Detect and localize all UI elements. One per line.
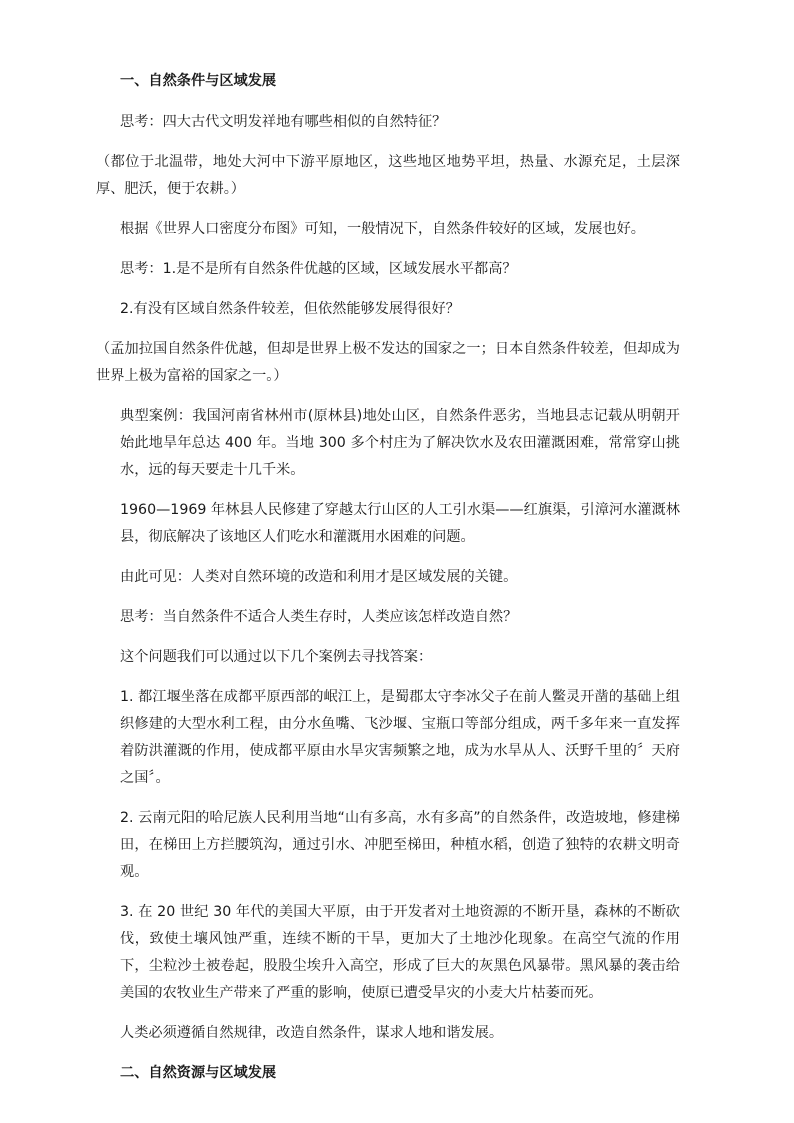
case-item-hani-terraces: 2. 云南元阳的哈尼族人民利用当地“山有多高，水有多高”的自然条件，改造坡地，修建梯田，在梯田上方拦腰筑沟，通过引水、冲肥至梯田，种植水稻，创造了独特的农耕文明奇观。 [120,810,680,880]
section-heading-2: 二、自然资源与区域发展 [120,1065,277,1081]
conclusion-paragraph-2: 人类必须遵循自然规律，改造自然条件，谋求人地和谐发展。 [120,1025,504,1041]
conclusion-paragraph-1: 由此可见：人类对自然环境的改造和利用才是区域发展的关键。 [120,569,518,585]
answer-bangladesh-japan: （孟加拉国自然条件优越，但却是世界上极不发达的国家之一；日本自然条件较差，但却成为世界上极为富裕的国家之一。） [96,341,680,384]
document-body [96,68,680,1101]
answer-ancient-civilizations: （都位于北温带，地处大河中下游平原地区，这些地区地势平坦，热量、水源充足，土层深厚、肥沃，便于农耕。） [96,154,680,197]
population-density-paragraph: 根据《世界人口密度分布图》可知，一般情况下，自然条件较好的区域，发展也好。 [120,221,645,237]
case-hongqi-canal-paragraph: 1960—1969 年林县人民修建了穿越太行山区的人工引水渠——红旗渠，引漳河水灌溉林县，彻底解决了该地区人们吃水和灌溉用水困难的问题。 [120,502,680,545]
case-item-dujiangyan: 1. 都江堰坐落在成都平原西部的岷江上，是蜀郡太守李冰父子在前人鳖灵开凿的基础上组织修建的大型水利工程，由分水鱼嘴、飞沙堰、宝瓶口等部分组成，两千多年来一直发挥着防洪灌溉的作用，使成都平原由水旱灾害频繁之地，成为水旱从人、沃野千里的〞天府之国〞。 [120,689,680,786]
section-heading-1: 一、自然条件与区域发展 [120,73,277,89]
case-item-great-plains: 3. 在 20 世纪 30 年代的美国大平原，由于开发者对土地资源的不断开垦，森林的不断砍伐，致使土壤风蚀严重，连续不断的干旱，更加大了土地沙化现象。在高空气流的作用下，尘粒沙土被卷起，股股尘埃升入高空，形成了巨大的灰黑色风暴带。黑风暴的袭击给美国的农牧业生产带来了严重的影响，使原已遭受旱灾的小麦大片枯萎而死。 [120,904,680,1001]
case-intro-paragraph: 这个问题我们可以通过以下几个案例去寻找答案： [120,649,433,665]
question-natural-conditions-1: 思考：1.是不是所有自然条件优越的区域，区域发展水平都高？ [120,261,517,277]
question-transform-nature: 思考：当自然条件不适合人类生存时，人类应该怎样改造自然？ [120,609,518,625]
question-ancient-civilizations: 思考：四大古代文明发祥地有哪些相似的自然特征？ [120,114,447,130]
question-natural-conditions-2: 2.有没有区域自然条件较差，但依然能够发展得很好？ [120,301,460,317]
case-linzhou-paragraph: 典型案例：我国河南省林州市(原林县)地处山区，自然条件恶劣，当地县志记载从明朝开始此地旱年总达 400 年。当地 300 多个村庄为了解决饮水及农田灌溉困难，常常穿山挑水，远的每天要走十几千米。 [120,408,680,478]
